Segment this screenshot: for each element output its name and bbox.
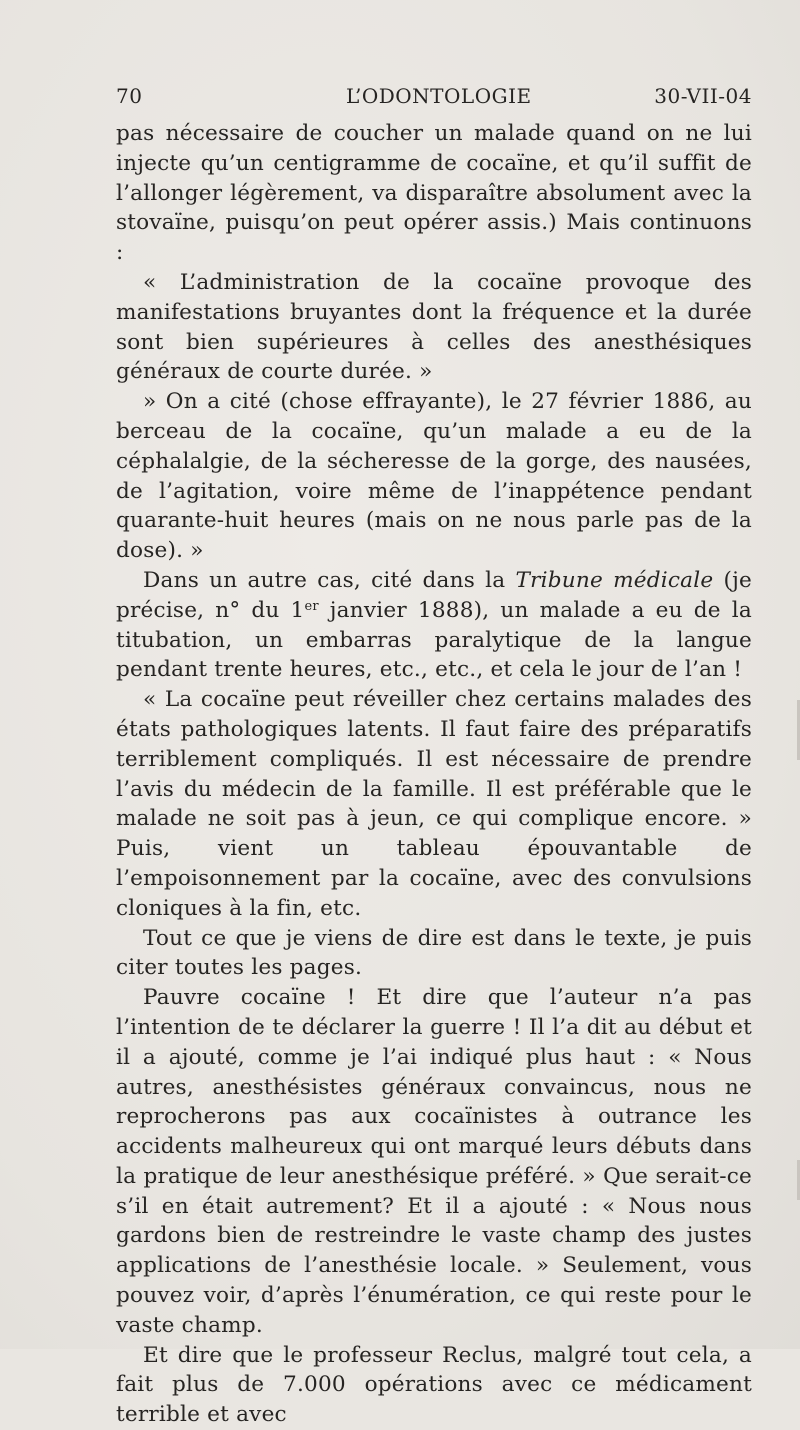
paragraph-quote-latent: « La cocaïne peut réveiller chez certains malades des états pathologiques latents. Il faut faire des préparatifs terriblement compliqués. Il est nécessaire de prendre l’avis du médecin de la famille. Il est préférable que le malade ne soit pas à jeun, ce qui complique encore. » Puis, vient un tableau épouvantable de l’empoisonnement par la cocaïne, avec des convulsions cloniques à la fin, etc. xyxy=(116,687,752,921)
text-segment: Dans un autre cas, cité dans la xyxy=(143,567,516,593)
journal-title: L’ODONTOLOGIE xyxy=(346,84,532,108)
issue-date: 30-VII-04 xyxy=(654,84,752,108)
running-head xyxy=(116,84,752,116)
body-text xyxy=(116,119,752,1430)
paragraph-tribune xyxy=(116,566,752,685)
paragraph-texte: Tout ce que je viens de dire est dans le texte, je puis citer toutes les pages. xyxy=(116,925,752,981)
ordinal-superscript: er xyxy=(304,598,319,614)
page-number: 70 xyxy=(116,84,143,108)
text-segment: (je précise, n° du 1 xyxy=(116,567,752,623)
paragraph-quote-cite: » On a cité (chose effrayante), le 27 février 1886, au berceau de la cocaïne, qu’un malade a eu de la céphalalgie, de la sécheresse de la gorge, des nausées, de l’agitation, voire même de l’inappétence pendant quarante-huit heures (mais on ne nous parle pas de la dose). » xyxy=(116,389,752,564)
paragraph-pauvre-cocaine: Pauvre cocaïne ! Et dire que l’auteur n’a pas l’intention de te déclarer la guerre ! Il l’a dit au début et il a ajouté, comme je l’ai indiqué plus haut : « Nous autres, anesthésistes généraux convaincus, nous ne reprocherons pas aux cocaïnistes à outrance les accidents malheureux qui ont marqué leurs débuts dans la pratique de leur anesthésique préféré. » Que serait-ce s’il en était autrement? Et il a ajouté : « Nous nous gardons bien de restreindre le vaste champ des justes applications de l’anesthésie locale. » Seulement, vous pouvez voir, d’après l’énumération, ce qui reste pour le vaste champ. xyxy=(116,985,752,1338)
paragraph-continuation: pas nécessaire de coucher un malade quand on ne lui injecte qu’un centigramme de cocaïne, et qu’il suffit de l’allonger légèrement, va disparaître absolument avec la stovaïne, puisqu’on peut opérer assis.) Mais continuons : xyxy=(116,121,752,266)
text-segment: janvier 1888), un malade a eu de la titubation, un embarras paralytique de la langue pendant trente heures, etc., etc., et cela le jour de l’an ! xyxy=(116,597,752,683)
paragraph-reclus: Et dire que le professeur Reclus, malgré tout cela, a fait plus de 7.000 opérations avec ce médicament terrible et avec xyxy=(116,1342,752,1428)
paragraph-quote-administration: « L’administration de la cocaïne provoque des manifestations bruyantes dont la fréquence et la durée sont bien supérieures à celles des anesthésiques généraux de courte durée. » xyxy=(116,269,752,385)
journal-citation: Tribune médicale xyxy=(515,567,714,593)
